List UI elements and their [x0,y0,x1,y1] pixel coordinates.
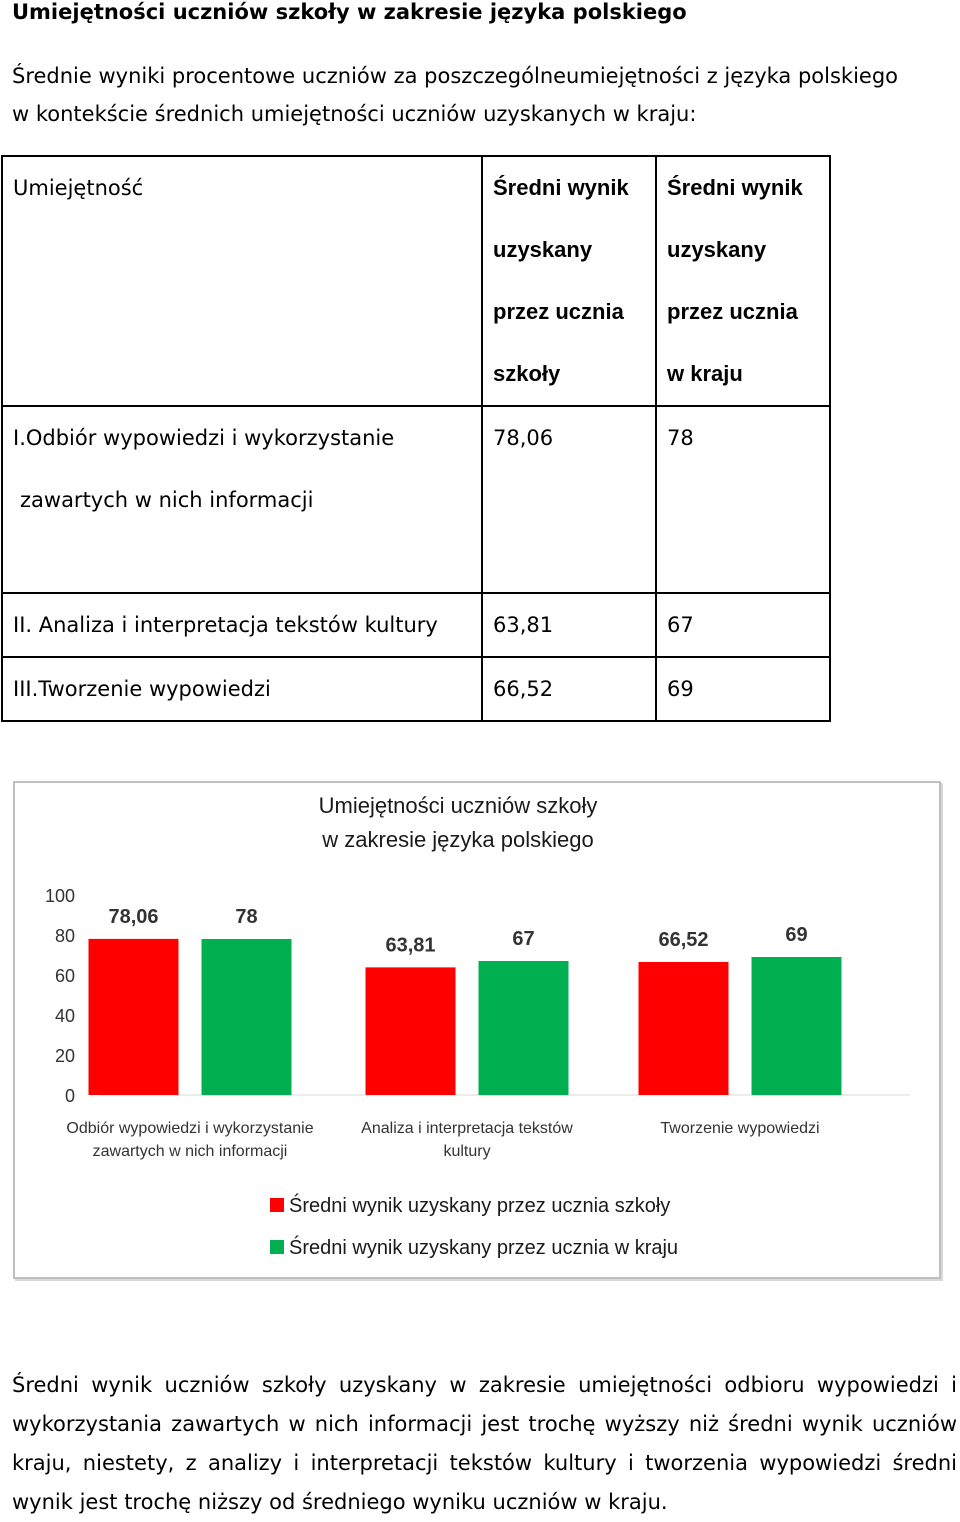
legend-label: Średni wynik uzyskany przez ucznia w kraju [289,1237,679,1259]
header-school-line: uzyskany [493,237,593,262]
legend-label: Średni wynik uzyskany przez ucznia szkoły [289,1195,671,1217]
header-skill: Umiejętność [2,156,482,406]
header-school-average [482,156,656,406]
intro-line-2: w kontekście średnich umiejętności uczniów uzyskanych w kraju: [12,102,697,126]
table-row [2,657,830,721]
skill-cell: II. Analiza i interpretacja tekstów kultury [2,593,482,657]
data-label: 67 [512,928,535,950]
country-score-cell: 67 [656,593,830,657]
school-score-cell: 66,52 [482,657,656,721]
summary-paragraph: Średni wynik uczniów szkoły uzyskany w zakresie umiejętności odbioru wypowiedzi i wykorzystania zawartych w nich informacji jest trochę wyższy niż średni wynik uczniów kraju, niestety, z analizy i interpretacji tekstów kultury i tworzenia wypowiedzi średni wynik jest trochę niższy od średniego wyniku uczniów w kraju. [12,1373,957,1514]
skill-line: zawartych w nich informacji [20,488,314,512]
table-row [2,406,830,593]
y-tick-label: 100 [44,886,75,906]
bar [89,939,179,1095]
x-category-label: Tworzenie wypowiedzi [660,1120,820,1137]
legend-swatch [270,1240,284,1254]
country-score-cell: 78 [656,406,830,593]
header-country-line: uzyskany [667,237,767,262]
skills-table [1,155,831,722]
bar-chart [15,783,939,1277]
data-label: 78 [235,906,258,928]
chart-title: w zakresie języka polskiego [322,827,594,852]
bar [366,967,456,1095]
header-school-line: przez ucznia [493,299,624,324]
header-country-line: przez ucznia [667,299,798,324]
data-label: 66,52 [658,928,709,951]
chart-container [13,781,941,1279]
y-tick-label: 0 [64,1086,75,1106]
school-score-cell: 78,06 [482,406,656,593]
y-tick-label: 80 [54,926,75,946]
x-category-label: kultury [443,1143,491,1160]
country-score-cell: 69 [656,657,830,721]
x-category-label: Odbiór wypowiedzi i wykorzystanie [66,1120,314,1137]
data-label: 69 [785,924,808,946]
bar [639,962,729,1095]
school-score-cell: 63,81 [482,593,656,657]
header-school-line: Średni wynik [493,175,629,200]
table-row [2,593,830,657]
header-country-line: w kraju [667,361,743,386]
y-tick-label: 60 [54,966,75,986]
header-country-line: Średni wynik [667,175,803,200]
legend-swatch [270,1198,284,1212]
chart-title: Umiejętności uczniów szkoły [318,793,598,818]
data-label: 63,81 [385,934,436,957]
page-heading: Umiejętności uczniów szkoły w zakresie języka polskiego [12,0,687,24]
skill-line: I.Odbiór wypowiedzi i wykorzystanie [13,426,395,450]
x-category-label: zawartych w nich informacji [92,1143,288,1160]
skill-cell: III.Tworzenie wypowiedzi [2,657,482,721]
table-header-row [2,156,830,406]
y-tick-label: 20 [54,1046,75,1066]
bar [479,961,569,1095]
data-label: 78,06 [108,905,159,928]
header-country-average [656,156,830,406]
bar [752,957,842,1095]
header-school-line: szkoły [493,361,561,386]
intro-line-1: Średnie wyniki procentowe uczniów za poszczególneumiejętności z języka polskiego [12,64,898,88]
skill-cell [2,406,482,593]
bar [202,939,292,1095]
x-category-label: Analiza i interpretacja tekstów [361,1120,573,1137]
intro-text [12,57,957,133]
y-tick-label: 40 [54,1006,75,1026]
